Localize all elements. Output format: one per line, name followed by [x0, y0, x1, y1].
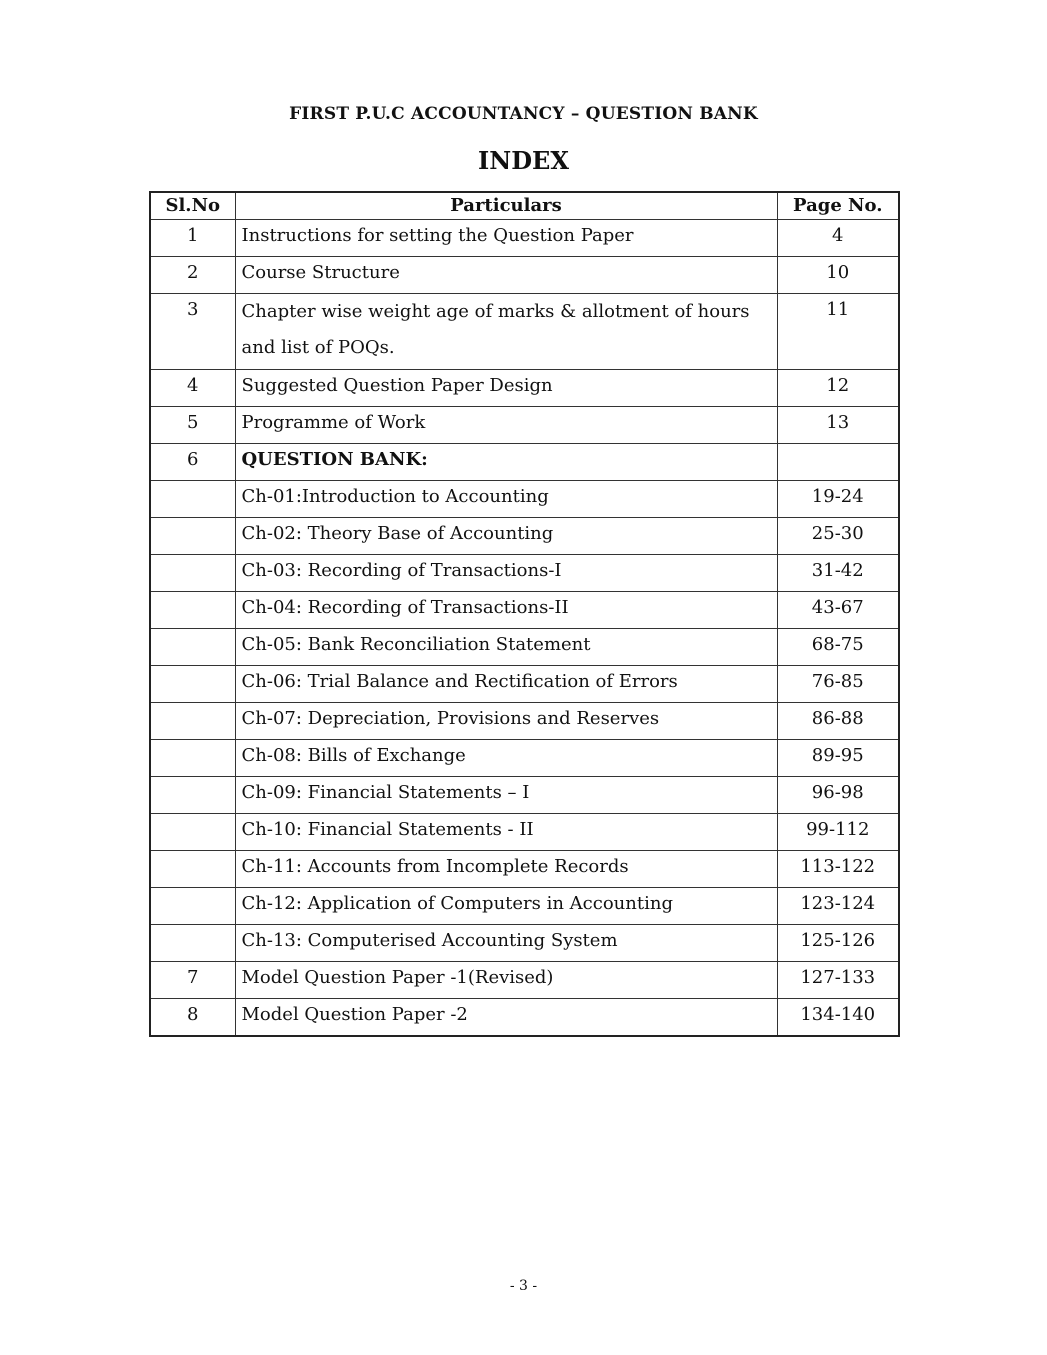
cell-page-no: 96-98	[777, 777, 899, 814]
table-row	[150, 220, 899, 257]
cell-particulars: Ch-02: Theory Base of Accounting	[235, 518, 777, 555]
cell-sl-no: 3	[150, 294, 235, 370]
table-row	[150, 888, 899, 925]
table-row	[150, 999, 899, 1036]
cell-sl-no	[150, 925, 235, 962]
table-row	[150, 629, 899, 666]
cell-sl-no	[150, 740, 235, 777]
cell-sl-no	[150, 703, 235, 740]
cell-page-no: 113-122	[777, 851, 899, 888]
cell-sl-no	[150, 814, 235, 851]
cell-sl-no: 6	[150, 444, 235, 481]
cell-page-no: 89-95	[777, 740, 899, 777]
cell-particulars: Ch-11: Accounts from Incomplete Records	[235, 851, 777, 888]
index-heading: INDEX	[478, 146, 569, 175]
table-row	[150, 740, 899, 777]
cell-page-no: 11	[777, 294, 899, 370]
cell-particulars: Course Structure	[235, 257, 777, 294]
cell-sl-no	[150, 777, 235, 814]
cell-sl-no	[150, 592, 235, 629]
cell-sl-no	[150, 629, 235, 666]
cell-particulars: Instructions for setting the Question Paper	[235, 220, 777, 257]
table-row	[150, 370, 899, 407]
cell-particulars: Ch-08: Bills of Exchange	[235, 740, 777, 777]
cell-sl-no: 7	[150, 962, 235, 999]
cell-page-no: 13	[777, 407, 899, 444]
cell-particulars: Ch-06: Trial Balance and Rectification of Errors	[235, 666, 777, 703]
cell-page-no: 31-42	[777, 555, 899, 592]
index-table	[149, 191, 900, 1037]
cell-particulars: Chapter wise weight age of marks & allotment of hours and list of POQs.	[235, 294, 777, 370]
table-row	[150, 407, 899, 444]
cell-sl-no	[150, 481, 235, 518]
cell-page-no: 134-140	[777, 999, 899, 1036]
cell-page-no: 10	[777, 257, 899, 294]
cell-particulars: Programme of Work	[235, 407, 777, 444]
cell-sl-no	[150, 888, 235, 925]
page-number: - 3 -	[509, 1278, 538, 1294]
cell-page-no: 86-88	[777, 703, 899, 740]
cell-page-no: 4	[777, 220, 899, 257]
table-row	[150, 257, 899, 294]
cell-page-no: 43-67	[777, 592, 899, 629]
cell-particulars: Ch-03: Recording of Transactions-I	[235, 555, 777, 592]
cell-sl-no: 2	[150, 257, 235, 294]
document-title: FIRST P.U.C ACCOUNTANCY – QUESTION BANK	[289, 104, 758, 124]
cell-sl-no	[150, 518, 235, 555]
table-row	[150, 777, 899, 814]
cell-sl-no	[150, 851, 235, 888]
table-row	[150, 592, 899, 629]
table-row	[150, 481, 899, 518]
table-row	[150, 814, 899, 851]
table-header-row	[150, 192, 899, 220]
cell-sl-no: 4	[150, 370, 235, 407]
cell-particulars: Ch-10: Financial Statements - II	[235, 814, 777, 851]
cell-particulars: Suggested Question Paper Design	[235, 370, 777, 407]
cell-particulars: Ch-04: Recording of Transactions-II	[235, 592, 777, 629]
cell-sl-no: 1	[150, 220, 235, 257]
table-row	[150, 962, 899, 999]
cell-sl-no	[150, 555, 235, 592]
table-row	[150, 444, 899, 481]
header-particulars: Particulars	[235, 192, 777, 220]
cell-particulars: Ch-12: Application of Computers in Accounting	[235, 888, 777, 925]
cell-page-no: 123-124	[777, 888, 899, 925]
table-row	[150, 555, 899, 592]
table-row	[150, 518, 899, 555]
cell-particulars: Ch-05: Bank Reconciliation Statement	[235, 629, 777, 666]
cell-sl-no: 5	[150, 407, 235, 444]
table-row	[150, 294, 899, 370]
cell-page-no: 99-112	[777, 814, 899, 851]
header-page-no: Page No.	[777, 192, 899, 220]
table-row	[150, 666, 899, 703]
cell-page-no: 76-85	[777, 666, 899, 703]
cell-particulars: Model Question Paper -1(Revised)	[235, 962, 777, 999]
cell-particulars: Ch-01:Introduction to Accounting	[235, 481, 777, 518]
table-row	[150, 851, 899, 888]
cell-particulars: Ch-13: Computerised Accounting System	[235, 925, 777, 962]
cell-page-no	[777, 444, 899, 481]
cell-page-no: 19-24	[777, 481, 899, 518]
cell-sl-no	[150, 666, 235, 703]
cell-page-no: 25-30	[777, 518, 899, 555]
cell-page-no: 127-133	[777, 962, 899, 999]
cell-page-no: 125-126	[777, 925, 899, 962]
cell-page-no: 12	[777, 370, 899, 407]
cell-particulars: Model Question Paper -2	[235, 999, 777, 1036]
cell-particulars: Ch-09: Financial Statements – I	[235, 777, 777, 814]
cell-particulars-section-heading: QUESTION BANK:	[235, 444, 777, 481]
cell-sl-no: 8	[150, 999, 235, 1036]
cell-page-no: 68-75	[777, 629, 899, 666]
table-row	[150, 925, 899, 962]
table-row	[150, 703, 899, 740]
cell-particulars: Ch-07: Depreciation, Provisions and Reserves	[235, 703, 777, 740]
header-sl-no: Sl.No	[150, 192, 235, 220]
